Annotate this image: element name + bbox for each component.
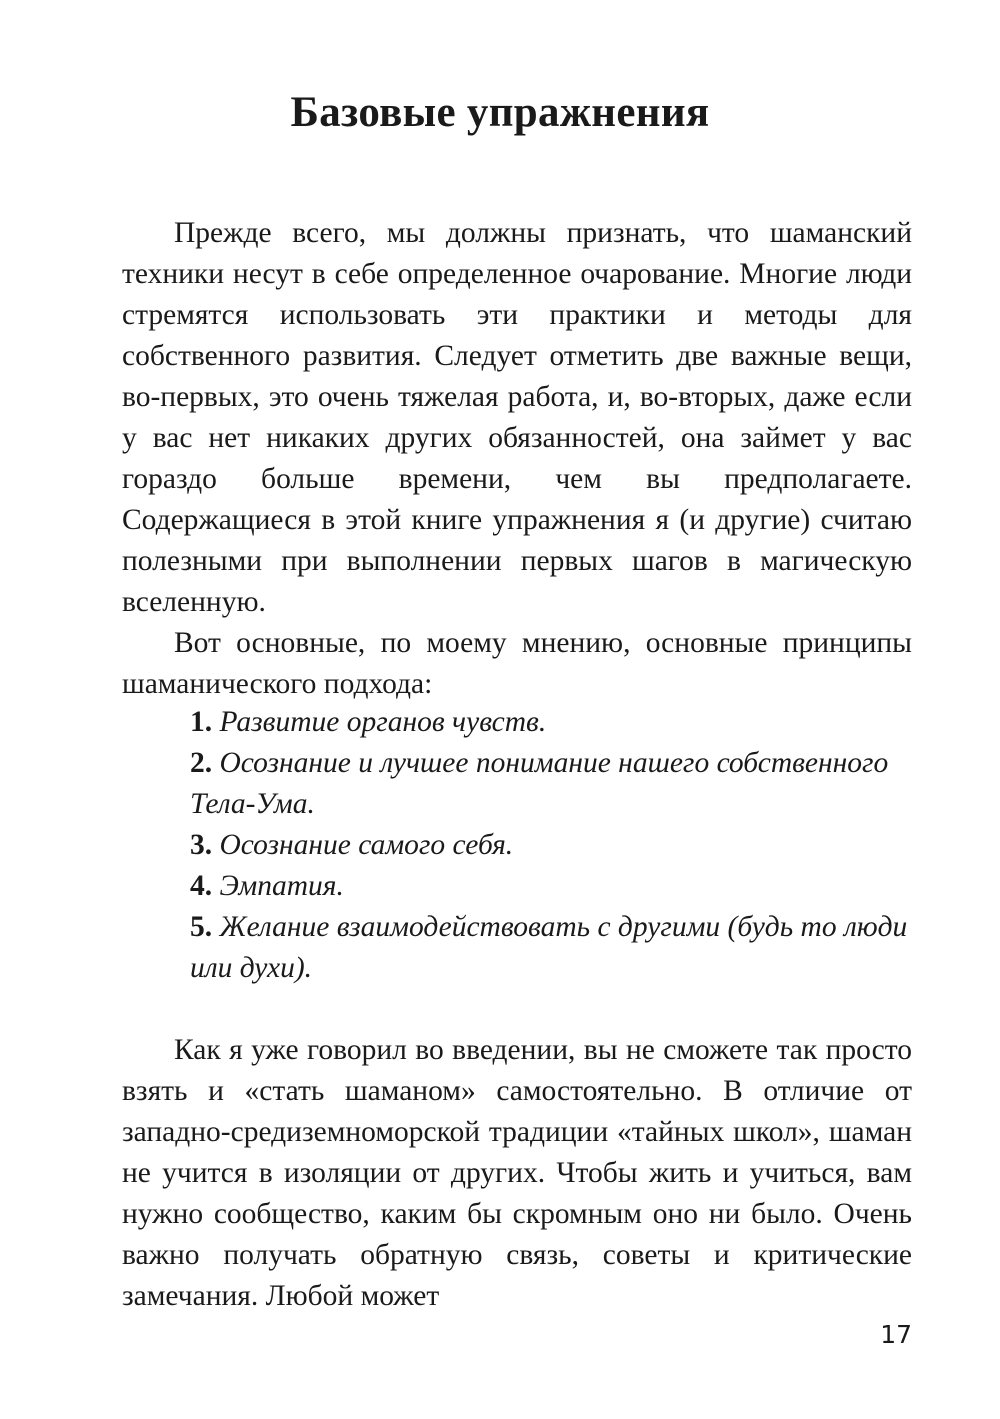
list-item-text: Развитие органов чувств. <box>219 706 547 738</box>
list-item <box>190 907 912 989</box>
list-item <box>190 743 912 825</box>
list-item <box>190 825 912 866</box>
paragraph: Как я уже говорил во введении, вы не сможете так просто взять и «стать шаманом» самостоятельно. В отличие от западно-средиземноморской традиции «тайных школ», шаман не учится в изоляции от других. Чтобы жить и учиться, вам нужно сообщество, каким бы скромным оно ни было. Очень важно получать обратную связь, советы и критические замечания. Любой может <box>122 1034 912 1312</box>
list-item-text: Эмпатия. <box>219 870 344 902</box>
intro-text-block <box>122 213 912 705</box>
list-item-text: Осознание самого себя. <box>219 829 514 861</box>
list-item-number: 4. <box>190 870 213 902</box>
paragraph: Прежде всего, мы должны признать, что шаманский техники несут в себе определенное очарование. Многие люди стремятся использовать эти практики и методы для собственного развития. Следует отметить две важные вещи, во-первых, это очень тяжелая работа, и, во-вторых, даже если у вас нет никаких других обязанностей, она займет у вас гораздо больше времени, чем вы предполагаете. Содержащиеся в этой книге упражнения я (и другие) считаю полезными при выполнении первых шагов в магическую вселенную. <box>122 217 912 618</box>
list-item <box>190 866 912 907</box>
page-number: 17 <box>880 1320 912 1349</box>
list-item-number: 2. <box>190 747 213 779</box>
list-item-text: Желание взаимодействовать с другими (будь то люди или духи). <box>190 911 908 984</box>
list-item-number: 5. <box>190 911 213 943</box>
page-title: Базовые упражнения <box>290 89 710 136</box>
list-item-text: Осознание и лучшее понимание нашего собственного Тела-Ума. <box>190 747 889 820</box>
list-item-number: 1. <box>190 706 213 738</box>
continuation-text-block <box>122 1030 912 1317</box>
list-item <box>190 702 912 743</box>
principles-list <box>190 702 912 989</box>
paragraph: Вот основные, по моему мнению, основные принципы шаманического подхода: <box>122 627 912 700</box>
list-item-number: 3. <box>190 829 213 861</box>
